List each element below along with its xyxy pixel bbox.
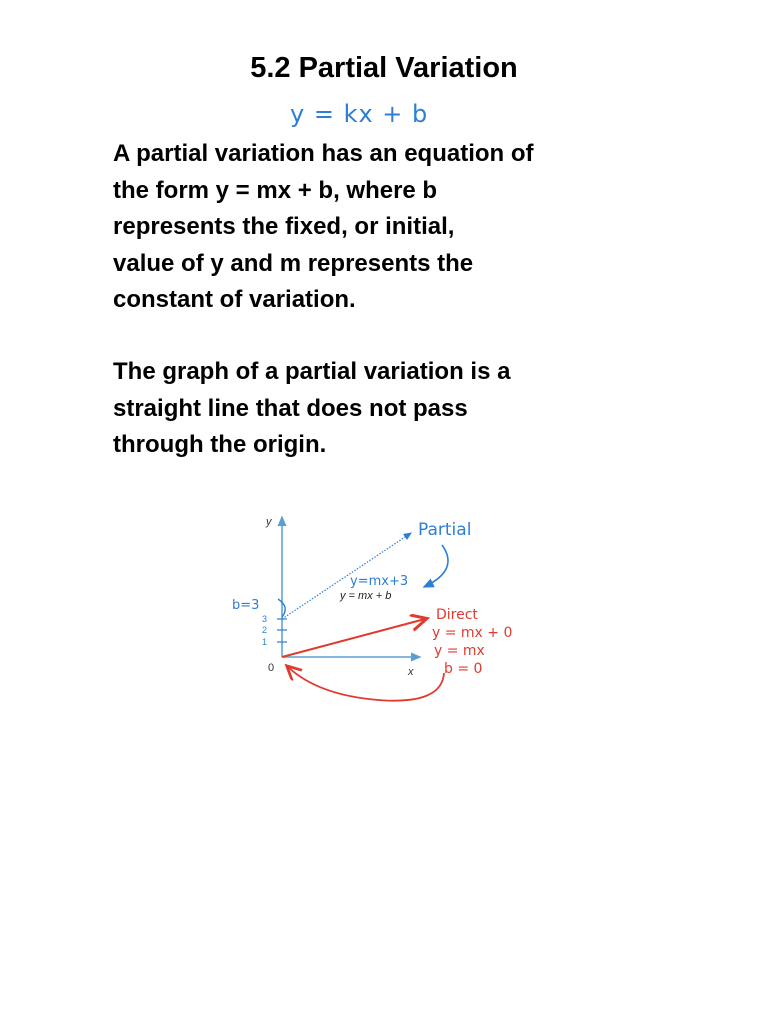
hand-direct-equation-simplified: y = mx: [434, 643, 485, 659]
printed-equation: y = mx + b: [340, 590, 392, 602]
graph-description-paragraph: [113, 354, 673, 464]
hand-direct-equation: y = mx + 0: [432, 625, 513, 641]
hand-direct-b: b = 0: [444, 661, 483, 677]
page-title: 5.2 Partial Variation: [250, 52, 518, 84]
definition-line: represents the fixed, or initial,: [113, 213, 455, 240]
definition-paragraph: [113, 136, 673, 319]
x-axis-label: x: [408, 666, 414, 678]
tick-label: 2: [262, 625, 268, 635]
direct-variation-line: [282, 619, 425, 657]
handwritten-formula: y = kx + b: [290, 100, 429, 128]
hand-b-label: b=3: [232, 598, 260, 613]
variation-graph: [228, 505, 528, 705]
tick-label: 1: [262, 637, 268, 647]
definition-line: A partial variation has an equation of: [113, 140, 534, 167]
hand-partial-equation: y=mx+3: [350, 574, 409, 589]
definition-line: the form y = mx + b, where b: [113, 176, 438, 204]
definition-line: constant of variation.: [113, 286, 356, 313]
tick-label: 3: [262, 614, 268, 624]
origin-label: 0: [268, 662, 275, 674]
graph-description-line: through the origin.: [113, 431, 327, 458]
direct-return-arrow: [288, 667, 444, 701]
hand-partial-label: Partial: [418, 520, 472, 540]
definition-line: value of y and m represents the: [113, 249, 474, 277]
graph-description-line: straight line that does not pass: [113, 394, 468, 422]
partial-curve-arrow: [424, 545, 448, 587]
graph-description-line: The graph of a partial variation is a: [113, 358, 511, 385]
hand-direct-label: Direct: [436, 607, 478, 623]
y-axis-label: y: [266, 516, 272, 528]
